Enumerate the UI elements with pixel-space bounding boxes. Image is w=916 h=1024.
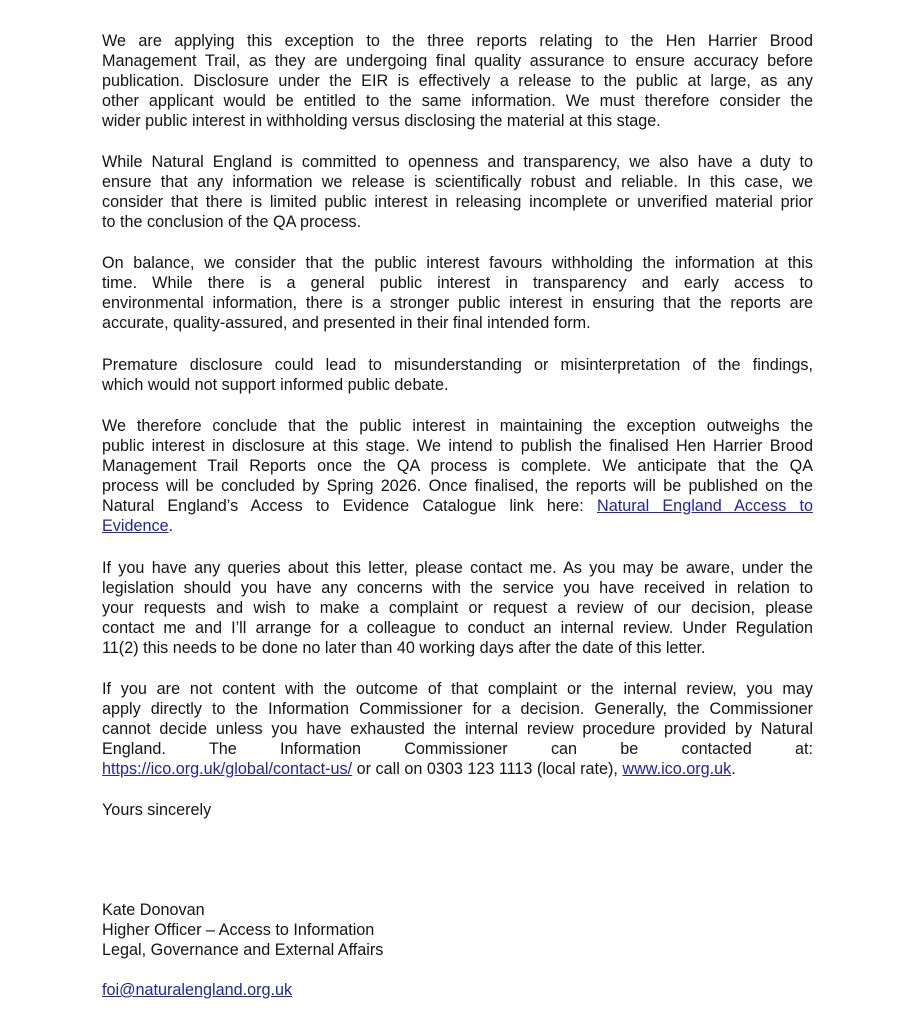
text-line: time. While there is a general public interest in transparency and early access to bbox=[102, 274, 813, 292]
text-line: to the conclusion of the QA process. bbox=[102, 213, 362, 231]
text-line: On balance, we consider that the public interest favours withholding the information at this bbox=[102, 254, 813, 272]
text-line: We are applying this exception to the three reports relating to the Hen Harrier Brood bbox=[102, 32, 813, 50]
text-line: accurate, quality-assured, and presented in their final intended form. bbox=[102, 314, 591, 332]
signatory-name: Kate Donovan bbox=[102, 901, 205, 919]
text-line: environmental information, there is a stronger public interest in ensuring that the reports are bbox=[102, 294, 813, 312]
text-line: which would not support informed public debate. bbox=[102, 376, 449, 394]
text-line: consider that there is limited public interest in releasing incomplete or unverified material prior bbox=[102, 193, 813, 211]
text-line: other applicant would be entitled to the same information. We must therefore consider the bbox=[102, 92, 813, 110]
link-suffix: . bbox=[168, 517, 174, 535]
closing-block bbox=[102, 800, 211, 820]
text-line: ensure that any information we release is scientifically robust and reliable. In this case, we bbox=[102, 173, 813, 191]
catalogue-link-prefix: Natural England’s Access to Evidence Catalogue link here: bbox=[102, 497, 597, 515]
text-line: If you are not content with the outcome of that complaint or the internal review, you may bbox=[102, 680, 813, 698]
text-line: 11(2) this needs to be done no later than 40 working days after the date of this letter. bbox=[102, 639, 706, 657]
paragraph-information-commissioner bbox=[102, 679, 813, 779]
ico-contact-link[interactable]: https://ico.org.uk/global/contact-us/ bbox=[102, 760, 353, 778]
text-line: Premature disclosure could lead to misunderstanding or misinterpretation of the findings, bbox=[102, 356, 813, 374]
text-line: If you have any queries about this letter, please contact me. As you may be aware, under the bbox=[102, 559, 813, 577]
email-line bbox=[102, 980, 383, 1000]
text-line: apply directly to the Information Commissioner for a decision. Generally, the Commissioner bbox=[102, 700, 813, 718]
spacer bbox=[102, 960, 383, 980]
text-line: legislation should you have any concerns with the service you have received in relation to bbox=[102, 579, 813, 597]
text-line: Management Trail Reports once the QA process is complete. We anticipate that the QA bbox=[102, 457, 813, 475]
text-line: wider public interest in withholding versus disclosing the material at this stage. bbox=[102, 112, 661, 130]
text-line: public interest in disclosure at this stage. We intend to publish the finalised Hen Harrier Brood bbox=[102, 437, 813, 455]
ico-suffix: . bbox=[731, 760, 736, 778]
paragraph-balance bbox=[102, 253, 813, 333]
text-line: publication. Disclosure under the EIR is effectively a release to the public at large, as any bbox=[102, 72, 813, 90]
text-line bbox=[102, 516, 813, 536]
text-line: cannot decide unless you have exhausted the internal review procedure provided by Natural bbox=[102, 720, 813, 738]
text-line bbox=[102, 496, 813, 516]
access-to-evidence-link-continued[interactable]: Evidence bbox=[102, 517, 169, 535]
paragraph-exception-applied bbox=[102, 31, 813, 131]
signatory-title: Higher Officer – Access to Information bbox=[102, 921, 375, 939]
ico-phone-text: or call on 0303 123 1113 (local rate), bbox=[352, 760, 623, 778]
text-line: Management Trail, as they are undergoing final quality assurance to ensure accuracy before bbox=[102, 52, 813, 70]
paragraph-premature-disclosure bbox=[102, 355, 813, 395]
text-line: England. The Information Commissioner can be contacted at: bbox=[102, 740, 813, 758]
signatory-department: Legal, Governance and External Affairs bbox=[102, 941, 384, 959]
text-line bbox=[102, 759, 813, 779]
text-line: We therefore conclude that the public interest in maintaining the exception outweighs the bbox=[102, 417, 813, 435]
paragraph-conclusion bbox=[102, 416, 813, 536]
text-line: While Natural England is committed to openness and transparency, we also have a duty to bbox=[102, 153, 813, 171]
paragraph-queries-review bbox=[102, 558, 813, 658]
closing-text: Yours sincerely bbox=[102, 801, 212, 819]
foi-email-link[interactable]: foi@naturalengland.org.uk bbox=[102, 981, 293, 999]
text-line: your requests and wish to make a complaint or request a review of our decision, please bbox=[102, 599, 813, 617]
paragraph-openness bbox=[102, 152, 813, 232]
signature-block bbox=[102, 900, 383, 1000]
access-to-evidence-link[interactable]: Natural England Access to bbox=[597, 497, 813, 515]
ico-website-link[interactable]: www.ico.org.uk bbox=[622, 760, 732, 778]
text-line: process will be concluded by Spring 2026. Once finalised, the reports will be published on the bbox=[102, 477, 813, 495]
text-line: contact me and I’ll arrange for a colleague to conduct an internal review. Under Regulation bbox=[102, 619, 813, 637]
